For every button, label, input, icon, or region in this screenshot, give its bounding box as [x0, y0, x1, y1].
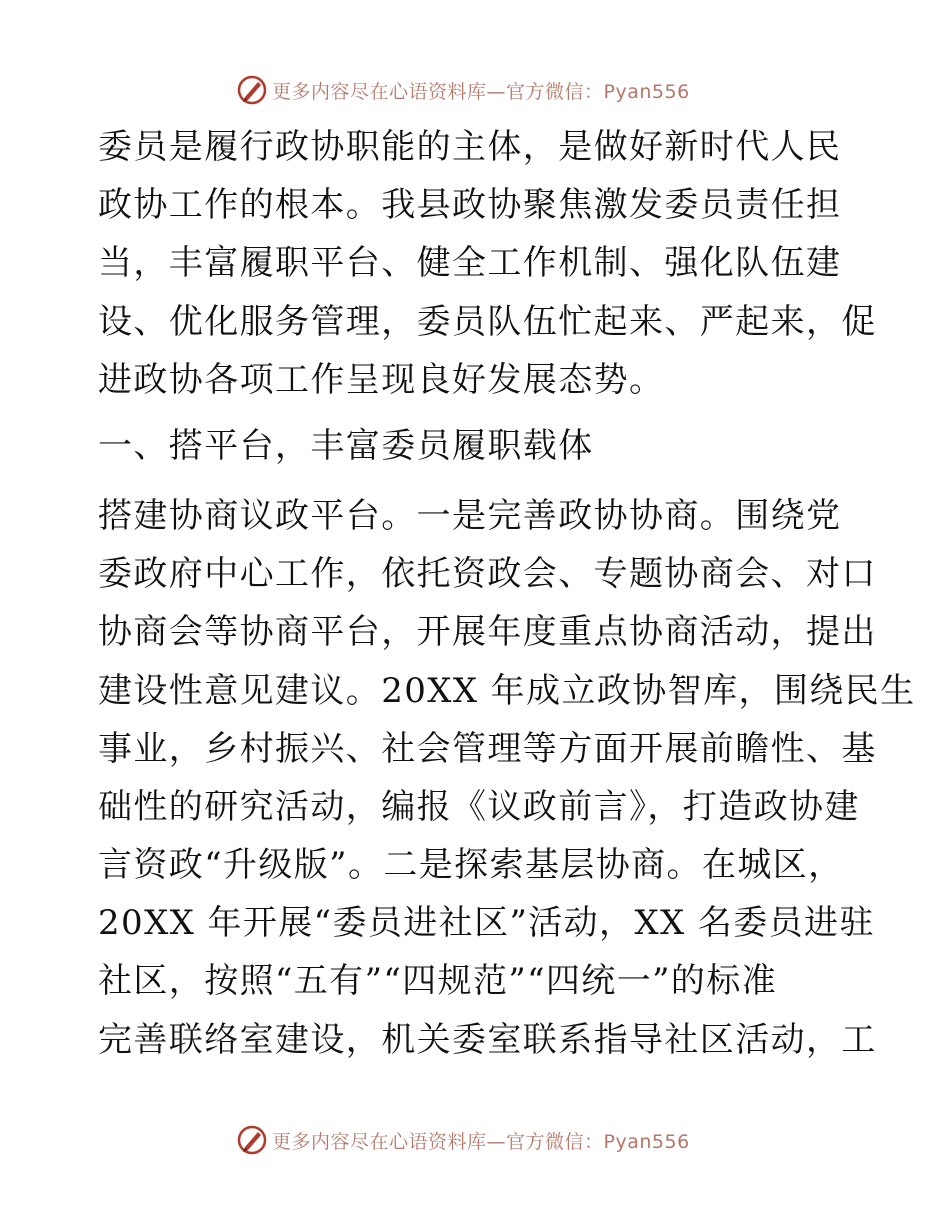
text-line: 础性的研究活动，编报《议政前言》，打造政协建 [98, 786, 860, 827]
text-line: 协商会等协商平台，开展年度重点协商活动，提出 [98, 612, 877, 653]
paragraph-intro [98, 118, 877, 409]
text-line: 社区，按照“五有”“四规范”“四统一”的标准 [98, 961, 778, 1002]
text-line: 政协工作的根本。我县政协聚焦激发委员责任担 [98, 185, 842, 226]
text-line: 当，丰富履职平台、健全工作机制、强化队伍建 [98, 243, 842, 284]
pen-circle-logo-icon [236, 74, 268, 106]
text-line: 完善联络室建设，机关委室联系指导社区活动，工 [98, 1019, 877, 1060]
text-line: 建设性意见建议。20XX 年成立政协智库，围绕民生 [98, 670, 916, 711]
pen-circle-logo-icon [236, 1124, 268, 1156]
header-watermark-banner [236, 72, 690, 108]
text-line: 搭建协商议政平台。一是完善政协协商。围绕党 [98, 495, 842, 536]
header-watermark-text: 更多内容尽在心语资料库—官方微信：Pyan556 [272, 80, 690, 103]
document-body [98, 118, 916, 1069]
paragraph-platform [98, 487, 916, 1069]
text-line: 事业，乡村振兴、社会管理等方面开展前瞻性、基 [98, 728, 877, 769]
text-line: 设、优化服务管理，委员队伍忙起来、严起来，促 [98, 301, 877, 342]
text-line: 20XX 年开展“委员进社区”活动，XX 名委员进驻 [98, 903, 875, 944]
text-line: 言资政“升级版”。二是探索基层协商。在城区， [98, 845, 844, 886]
text-line: 委政府中心工作，依托资政会、专题协商会、对口 [98, 554, 877, 595]
text-line: 进政协各项工作呈现良好发展态势。 [98, 359, 665, 400]
footer-watermark-text: 更多内容尽在心语资料库—官方微信：Pyan556 [272, 1130, 690, 1153]
footer-watermark-banner [236, 1122, 690, 1158]
section-heading: 一、搭平台，丰富委员履职载体 [98, 425, 594, 466]
text-line: 委员是履行政协职能的主体，是做好新时代人民 [98, 127, 842, 167]
